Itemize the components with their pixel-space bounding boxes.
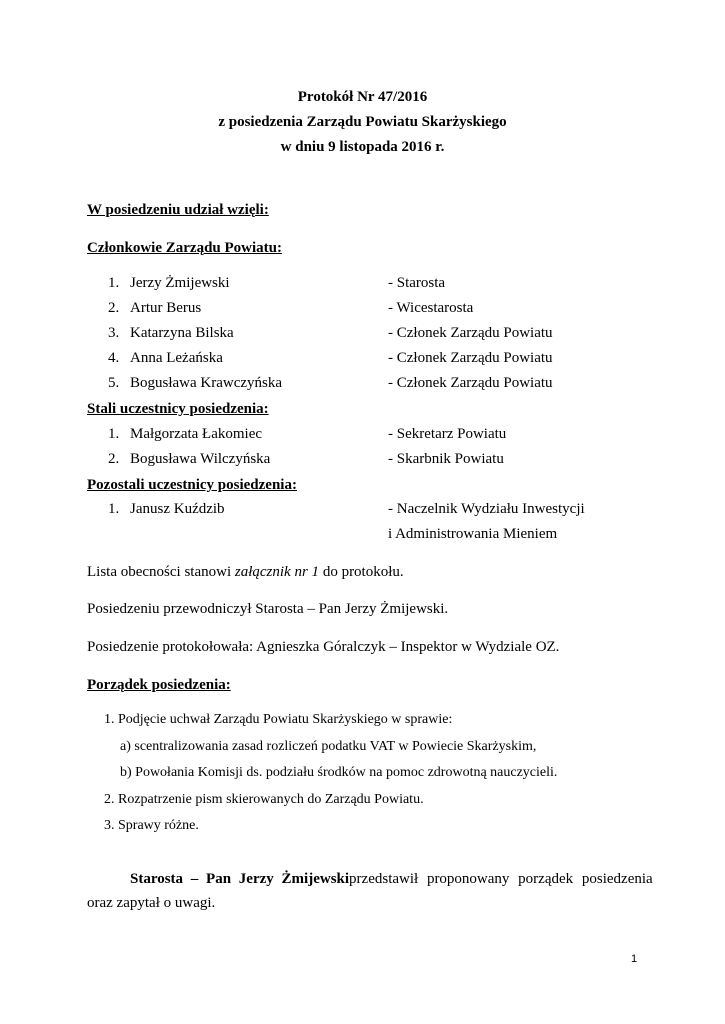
- list-item-number: 3.: [108, 325, 120, 341]
- page-number: 1: [631, 953, 638, 965]
- attendance-heading: W posiedzeniu udział wzięli:: [87, 202, 269, 218]
- member-role: - Członek Zarządu Powiatu: [388, 375, 553, 391]
- other-participants-heading: Pozostali uczestnicy posiedzenia:: [87, 477, 297, 493]
- list-item-number: 1.: [108, 501, 120, 517]
- document-subtitle: z posiedzenia Zarządu Powiatu Skarżyskiego: [218, 114, 507, 130]
- speaker-name: Starosta – Pan Jerzy Żmijewski: [130, 871, 350, 887]
- list-item-number: 2.: [108, 300, 120, 316]
- list-item-number: 2.: [108, 451, 120, 467]
- list-item-number: 4.: [108, 350, 120, 366]
- permanent-participants-heading: Stali uczestnicy posiedzenia:: [87, 401, 269, 417]
- member-role: - Skarbnik Powiatu: [388, 451, 504, 467]
- list-item-number: 1.: [108, 275, 120, 291]
- paragraph-text: Lista obecności stanowi: [87, 564, 235, 580]
- attendance-list-paragraph: [87, 565, 404, 580]
- paragraph-text: do protokołu.: [319, 564, 404, 580]
- list-item-number: 5.: [108, 375, 120, 391]
- member-name: Anna Leżańska: [130, 350, 223, 366]
- member-role: - Starosta: [388, 275, 446, 291]
- member-role: - Naczelnik Wydziału Inwestycji: [388, 501, 585, 517]
- document-date: w dniu 9 listopada 2016 r.: [280, 139, 445, 155]
- agenda-subitem: b) Powołania Komisji ds. podziału środków na pomoc zdrowotną nauczycieli.: [120, 765, 558, 780]
- member-role: - Członek Zarządu Powiatu: [388, 350, 553, 366]
- member-name: Bogusława Krawczyńska: [130, 375, 283, 391]
- member-name: Artur Berus: [130, 300, 202, 316]
- agenda-item: 1. Podjęcie uchwał Zarządu Powiatu Skarżyskiego w sprawie:: [104, 712, 453, 727]
- member-name: Janusz Kuździb: [130, 501, 225, 517]
- member-role: - Członek Zarządu Powiatu: [388, 325, 553, 341]
- chair-paragraph: Posiedzeniu przewodniczył Starosta – Pan Jerzy Żmijewski.: [87, 601, 449, 617]
- agenda-item: 2. Rozpatrzenie pism skierowanych do Zarządu Powiatu.: [104, 792, 424, 807]
- member-name: Katarzyna Bilska: [130, 325, 234, 341]
- member-name: Jerzy Żmijewski: [130, 275, 230, 291]
- document-title: Protokół Nr 47/2016: [297, 89, 428, 105]
- closing-paragraph-line2: oraz zapytał o uwagi.: [87, 895, 216, 911]
- agenda-item: 3. Sprawy różne.: [104, 818, 199, 833]
- paragraph-text: przedstawił proponowany porządek posiedzenia: [349, 871, 653, 887]
- agenda-subitem: a) scentralizowania zasad rozliczeń podatku VAT w Powiecie Skarżyskim,: [120, 739, 537, 754]
- member-role-continuation: i Administrowania Mieniem: [388, 526, 558, 542]
- member-name: Małgorzata Łakomiec: [130, 426, 263, 442]
- list-item-number: 1.: [108, 426, 120, 442]
- attachment-reference: załącznik nr 1: [234, 564, 320, 580]
- agenda-heading: Porządek posiedzenia:: [87, 677, 231, 693]
- member-role: - Wicestarosta: [388, 300, 474, 316]
- member-role: - Sekretarz Powiatu: [388, 426, 507, 442]
- board-heading: Członkowie Zarządu Powiatu:: [87, 240, 282, 256]
- member-name: Bogusława Wilczyńska: [130, 451, 271, 467]
- minutes-paragraph: Posiedzenie protokołowała: Agnieszka Góralczyk – Inspektor w Wydziale OZ.: [87, 639, 560, 655]
- closing-paragraph-line1: [130, 871, 653, 887]
